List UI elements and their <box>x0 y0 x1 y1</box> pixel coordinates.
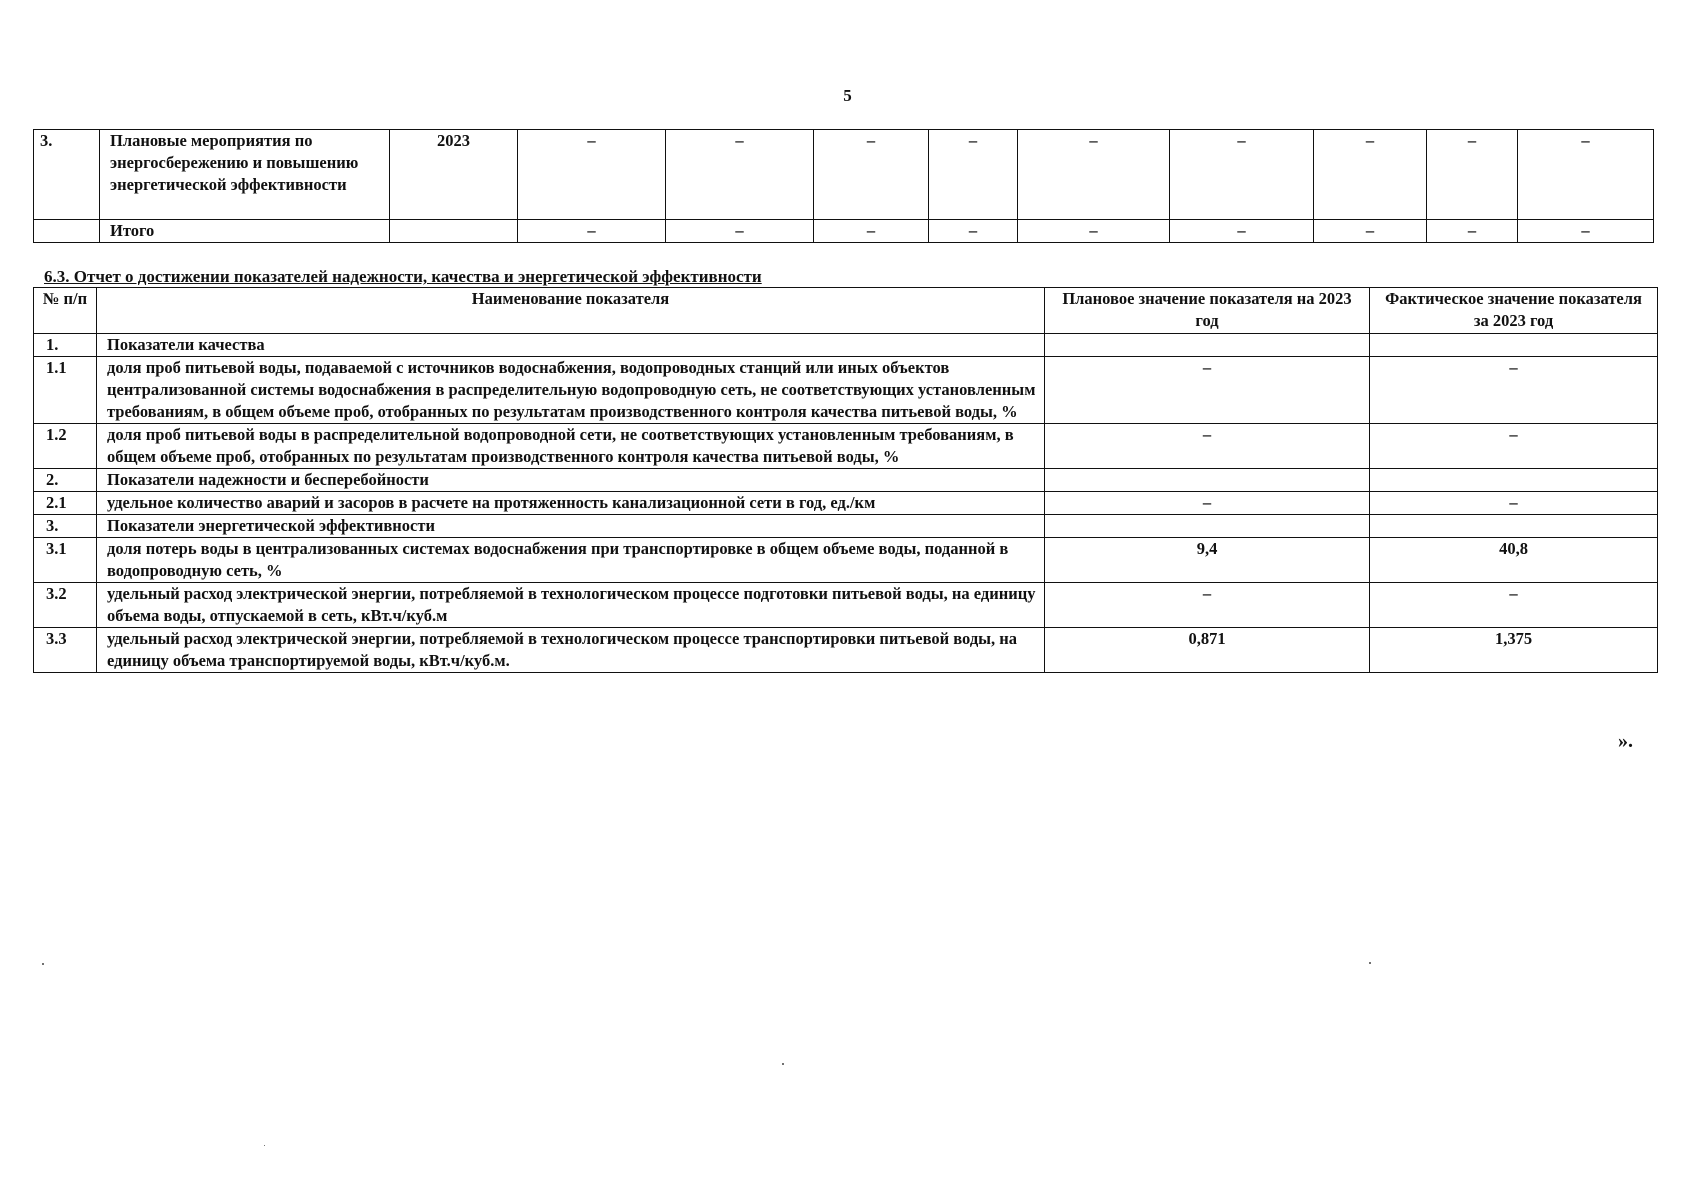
plan-value: – <box>1045 424 1370 469</box>
table-row <box>34 357 1658 424</box>
row-year: 2023 <box>390 130 518 220</box>
row-number: 2.1 <box>34 492 97 515</box>
table-row <box>34 583 1658 628</box>
row-name: удельный расход электрической энергии, потребляемой в технологическом процессе подготовки питьевой воды, на единицу объема воды, отпускаемой в сеть, кВт.ч/куб.м <box>97 583 1045 628</box>
table-row <box>34 334 1658 357</box>
row-name: Итого <box>100 220 390 243</box>
fact-value <box>1370 469 1658 492</box>
value-cell: – <box>666 220 814 243</box>
table-row <box>34 424 1658 469</box>
plan-value: 0,871 <box>1045 628 1370 673</box>
section-title: 6.3. Отчет о достижении показателей надежности, качества и энергетической эффективности <box>44 267 762 286</box>
header-fact: Фактическое значение показателя за 2023 год <box>1370 288 1658 334</box>
closing-quote: ». <box>1618 730 1633 752</box>
row-name: Плановые мероприятия по энергосбережению и повышению энергетической эффективности <box>100 130 390 220</box>
row-number: 1.2 <box>34 424 97 469</box>
value-cell: – <box>1518 130 1654 220</box>
row-number <box>34 220 100 243</box>
value-cell: – <box>814 130 929 220</box>
plan-value: – <box>1045 492 1370 515</box>
row-number: 3.3 <box>34 628 97 673</box>
row-number: 3. <box>34 515 97 538</box>
row-number: 3.1 <box>34 538 97 583</box>
value-cell: – <box>1518 220 1654 243</box>
table-header-row <box>34 288 1658 334</box>
plan-value <box>1045 515 1370 538</box>
row-name: Показатели качества <box>97 334 1045 357</box>
fact-value: – <box>1370 583 1658 628</box>
header-num: № п/п <box>34 288 97 334</box>
table-row <box>34 628 1658 673</box>
fact-value <box>1370 334 1658 357</box>
value-cell: – <box>929 220 1018 243</box>
table-row <box>34 538 1658 583</box>
value-cell: – <box>518 130 666 220</box>
fact-value <box>1370 515 1658 538</box>
indicators-table <box>33 287 1658 673</box>
header-name: Наименование показателя <box>97 288 1045 334</box>
row-name: доля потерь воды в централизованных системах водоснабжения при транспортировке в общем объеме воды, поданной в водопроводную сеть, % <box>97 538 1045 583</box>
fact-value: – <box>1370 424 1658 469</box>
header-plan: Плановое значение показателя на 2023 год <box>1045 288 1370 334</box>
value-cell: – <box>1314 130 1427 220</box>
row-name: Показатели энергетической эффективности <box>97 515 1045 538</box>
table-row <box>34 130 1654 220</box>
value-cell: – <box>1314 220 1427 243</box>
plan-value <box>1045 469 1370 492</box>
measures-table <box>33 129 1654 243</box>
row-number: 2. <box>34 469 97 492</box>
table-row <box>34 492 1658 515</box>
row-number: 1.1 <box>34 357 97 424</box>
row-name: Показатели надежности и бесперебойности <box>97 469 1045 492</box>
plan-value: – <box>1045 583 1370 628</box>
value-cell: – <box>814 220 929 243</box>
fact-value: 40,8 <box>1370 538 1658 583</box>
value-cell: – <box>929 130 1018 220</box>
row-number: 3.2 <box>34 583 97 628</box>
plan-value: – <box>1045 357 1370 424</box>
fact-value: – <box>1370 357 1658 424</box>
plan-value <box>1045 334 1370 357</box>
scan-speck <box>782 1063 784 1065</box>
row-name: удельное количество аварий и засоров в расчете на протяженность канализационной сети в год, ед./км <box>97 492 1045 515</box>
row-name: удельный расход электрической энергии, потребляемой в технологическом процессе транспортировки питьевой воды, на единицу объема транспортируемой воды, кВт.ч/куб.м. <box>97 628 1045 673</box>
table-row <box>34 469 1658 492</box>
scan-speck <box>1369 962 1371 964</box>
scan-speck <box>42 963 44 965</box>
value-cell: – <box>1427 220 1518 243</box>
value-cell: – <box>1170 220 1314 243</box>
plan-value: 9,4 <box>1045 538 1370 583</box>
fact-value: 1,375 <box>1370 628 1658 673</box>
page-number: 5 <box>843 86 852 105</box>
fact-value: – <box>1370 492 1658 515</box>
value-cell: – <box>1427 130 1518 220</box>
row-year <box>390 220 518 243</box>
table-row <box>34 220 1654 243</box>
value-cell: – <box>1170 130 1314 220</box>
row-number: 3. <box>34 130 100 220</box>
value-cell: – <box>518 220 666 243</box>
table-row <box>34 515 1658 538</box>
row-number: 1. <box>34 334 97 357</box>
row-name: доля проб питьевой воды, подаваемой с источников водоснабжения, водопроводных станций или иных объектов централизованной системы водоснабжения в распределительную водопроводную сеть, не соответствующих установленным требованиям, в общем объеме проб, отобранных по результатам производственного контроля качества питьевой воды, % <box>97 357 1045 424</box>
scan-speck <box>264 1145 265 1146</box>
value-cell: – <box>1018 130 1170 220</box>
value-cell: – <box>666 130 814 220</box>
value-cell: – <box>1018 220 1170 243</box>
row-name: доля проб питьевой воды в распределительной водопроводной сети, не соответствующих установленным требованиям, в общем объеме проб, отобранных по результатам производственного контроля качества питьевой воды, % <box>97 424 1045 469</box>
